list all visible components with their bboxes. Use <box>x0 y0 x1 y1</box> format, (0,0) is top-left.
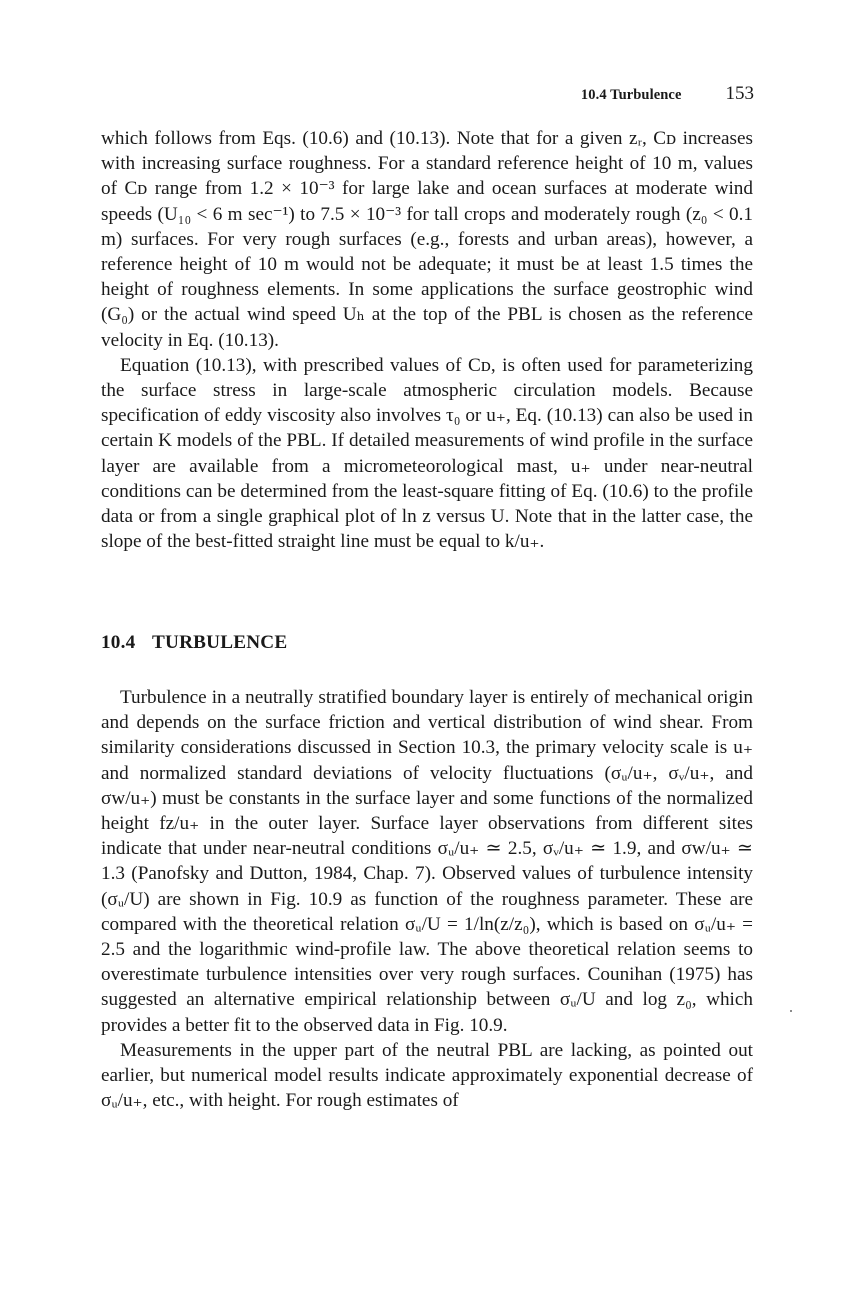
section-heading <box>101 632 287 654</box>
paragraph-equation-10-13: Equation (10.13), with prescribed values of Cᴅ, is often used for parameterizing the surface stress in large-scale atmospheric circulation models. Because specification of eddy viscosity also involves τ₀ or u₊, Eq. (10.13) can also be used in certain K models of the PBL. If detailed measurements of wind profile in the surface layer are available from a micrometeorological mast, u₊ under near-neutral conditions can be determined from the least-square fitting of Eq. (10.6) to the profile data or from a single graphical plot of ln z versus U. Note that in the latter case, the slope of the best-fitted straight line must be equal to k/u₊. <box>101 354 753 553</box>
body-text-bottom <box>101 685 753 1113</box>
running-head-section: 10.4 Turbulence <box>580 87 682 103</box>
paragraph-turbulence: Turbulence in a neutrally stratified boundary layer is entirely of mechanical origin and depends on the surface friction and vertical distribution of wind shear. From similarity considerations discussed in Section 10.3, the primary velocity scale is u₊ and normalized standard deviations of velocity fluctuations (σᵤ/u₊, σᵥ/u₊, and σw/u₊) must be constants in the surface layer and some functions of the normalized height fz/u₊ in the outer layer. Surface layer observations from different sites indicate that under near-neutral conditions σᵤ/u₊ ≃ 2.5, σᵥ/u₊ ≃ 1.9, and σw/u₊ ≃ 1.3 (Panofsky and Dutton, 1984, Chap. 7). Observed values of turbulence intensity (σᵤ/U) are shown in Fig. 10.9 as function of the roughness parameter. These are compared with the theoretical relation σᵤ/U = 1/ln(z/z₀), which is based on σᵤ/u₊ = 2.5 and the logarithmic wind-profile law. The above theoretical relation seems to overestimate turbulence intensities over very rough surfaces. Counihan (1975) has suggested an alternative empirical relationship between σᵤ/U and log z₀, which provides a better fit to the observed data in Fig. 10.9. <box>101 687 753 1036</box>
paragraph-upper-pbl: Measurements in the upper part of the neutral PBL are lacking, as pointed out earlier, but numerical model results indicate approximately exponential decrease of σᵤ/u₊, etc., with height. For rough estimates of <box>101 1039 753 1112</box>
paragraph-continued: which follows from Eqs. (10.6) and (10.13). Note that for a given zᵣ, Cᴅ increases with increasing surface roughness. For a standard reference height of 10 m, values of Cᴅ range from 1.2 × 10⁻³ for large lake and ocean surfaces at moderate wind speeds (U₁₀ < 6 m sec⁻¹) to 7.5 × 10⁻³ for tall crops and moderately rough (z₀ < 0.1 m) surfaces. For very rough surfaces (e.g., forests and urban areas), however, a reference height of 10 m would not be adequate; it must be at least 1.5 times the height of roughness elements. In some applications the surface geostrophic wind (G₀) or the actual wind speed Uₕ at the top of the PBL is chosen as the reference velocity in Eq. (10.13). <box>101 128 753 351</box>
running-head <box>581 83 754 105</box>
scan-speck <box>790 1010 792 1012</box>
section-number: 10.4 <box>101 632 136 653</box>
body-text-top <box>101 126 753 554</box>
page-number: 153 <box>725 83 754 104</box>
section-title: TURBULENCE <box>152 632 288 653</box>
